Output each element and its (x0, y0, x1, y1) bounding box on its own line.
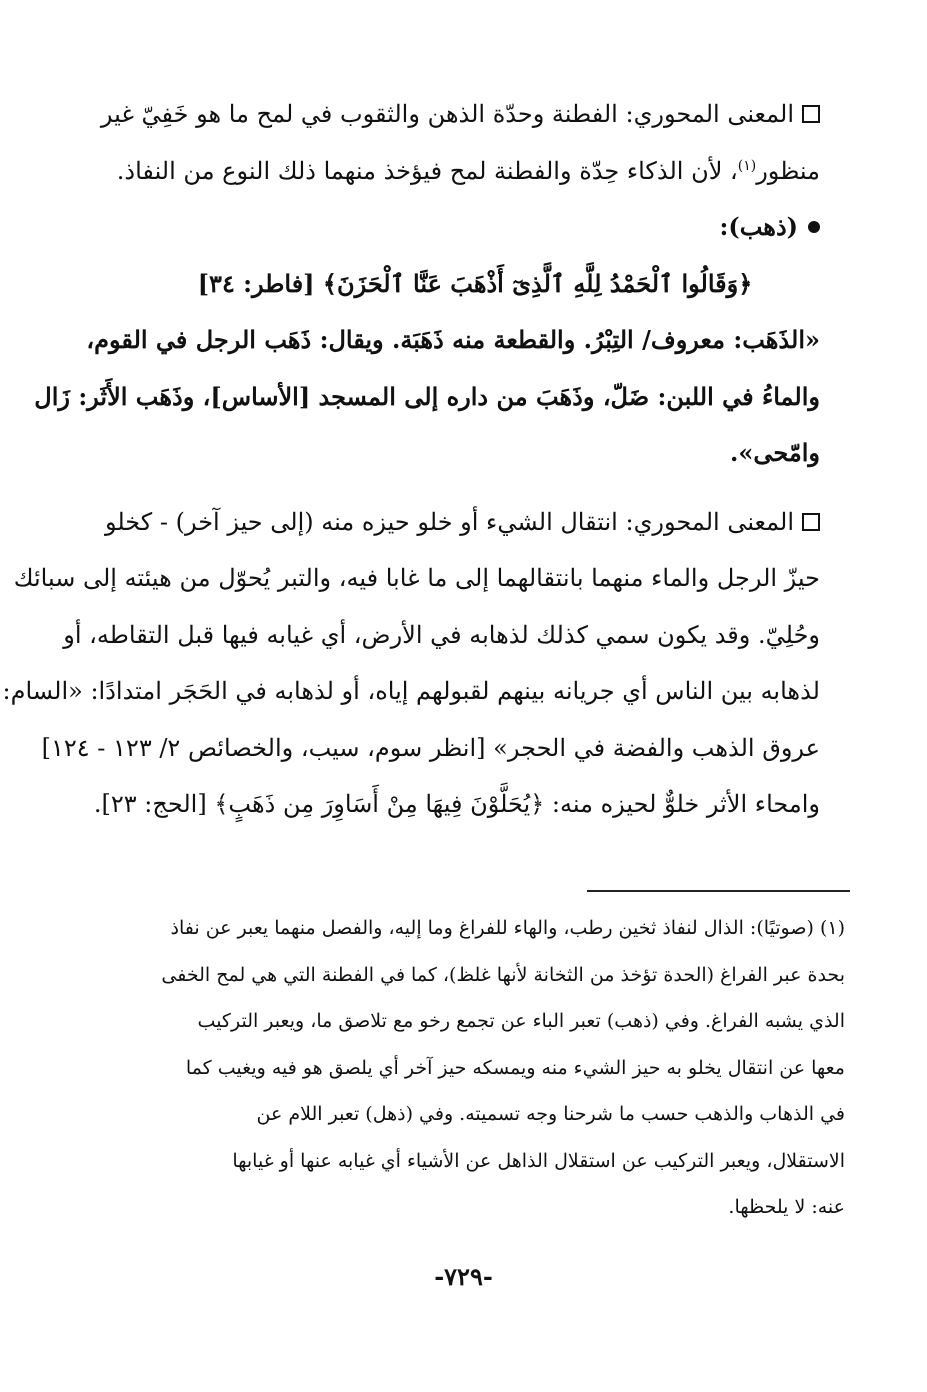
footnote-line: في الذهاب والذهب حسب ما شرحنا وجه تسميته. وفي (ذهل) تعبر اللام عن (256, 1103, 845, 1125)
text-line: «الذَهَب: معروف/ التِبْرُ. والقطعة منه ذَهَبَة. ويقال: ذَهَب الرجل في القوم، (86, 325, 820, 354)
text-line: لذهابه بين الناس أي جريانه بينهم لقبولهم إياه، أو لذهابه في الحَجَر امتدادًا: «السام: (2, 677, 820, 705)
text-line: وامحاء الأثر خلوٌّ لحيزه منه: ﴿يُحَلَّوْنَ فِيهَا مِنْ أَسَاوِرَ مِن ذَهَبٍ﴾ [الحج: ٢٣]. (93, 790, 820, 818)
square-box-icon (802, 105, 820, 123)
paragraph-axial-meaning-1 (100, 86, 820, 199)
page-number: -٧٢٩- (434, 1262, 493, 1291)
text-line: المعنى المحوري: الفطنة وحدّة الذهن والثقوب في لمح ما هو خَفِيّ غير (130, 86, 820, 143)
footnote-line: بحدة عبر الفراغ (الحدة تؤخذ من الثخانة لأنها غلظ)، كما في الفطنة التي هي لمح الخفى (161, 963, 845, 986)
footnote-ref[interactable]: (١) (737, 157, 757, 174)
quran-verse: ﴿وَقَالُوا ٱلْحَمْدُ لِلَّهِ ٱلَّذِىٓ أَذْهَبَ عَنَّا ٱلْحَزَنَ﴾ [فاطر: ٣٤] (197, 268, 753, 298)
text-line: منظور$^{(١)}$، لأن الذكاء حِدّة والفطنة لمح فيؤخذ منهما ذلك النوع من النفاذ. (116, 156, 820, 185)
paragraph-definition (34, 312, 820, 482)
text-line: عروق الذهب والفضة في الحجر» [انظر سوم، سيب، والخصائص ٢/ ١٢٣ - ١٢٤] (41, 733, 820, 762)
paragraph-axial-meaning-2 (2, 494, 820, 833)
footnote-divider (587, 890, 850, 892)
footnote (140, 905, 845, 1231)
main-text (2, 86, 820, 833)
bullet-icon (808, 221, 820, 233)
footnote-line: معها عن انتقال يخلو به حيز الشيء منه ويمسكه حيز آخر أي يلصق هو فيه ويغيب كما (185, 1056, 845, 1079)
text-line: والماءُ في اللبن: ضَلّ، وذَهَبَ من داره إلى المسجد [الأساس]، وذَهَب الأَثَر: زَال (34, 381, 820, 411)
text-line: وامّحى». (730, 438, 820, 467)
text-line: وحُلِيّ. وقد يكون سمي كذلك لذهابه في الأرض، أي غيابه فيها قبل التقاطه، أو (63, 620, 820, 649)
entry-heading: (ذهب): (130, 199, 820, 256)
text-line: حيزّ الرجل والماء منهما بانتقالهما إلى ما غابا فيه، والتبر يُحوّل من هيئته إلى سبائك (13, 564, 820, 592)
footnote-line: عنه: لا يلحظها. (728, 1196, 845, 1218)
footnote-line: الذي يشبه الفراغ. وفي (ذهب) تعبر الباء عن تجمع رخو مع تلاصق ما، ويعبر التركيب (197, 1010, 845, 1032)
footnote-line: الاستقلال، ويعبر التركيب عن استقلال الذاهل عن الأشياء أي غيابه عنها أو غيابها (232, 1149, 845, 1172)
footnote-line: (١) (صوتيًا): الذال لنفاذ ثخين رطب، والهاء للفراغ وما إليه، والفصل منهما يعبر عن نفاذ (170, 917, 845, 939)
square-box-icon (802, 513, 820, 531)
text-line: المعنى المحوري: انتقال الشيء أو خلو حيزه منه (إلى حيز آخر) - كخلو (130, 494, 820, 551)
